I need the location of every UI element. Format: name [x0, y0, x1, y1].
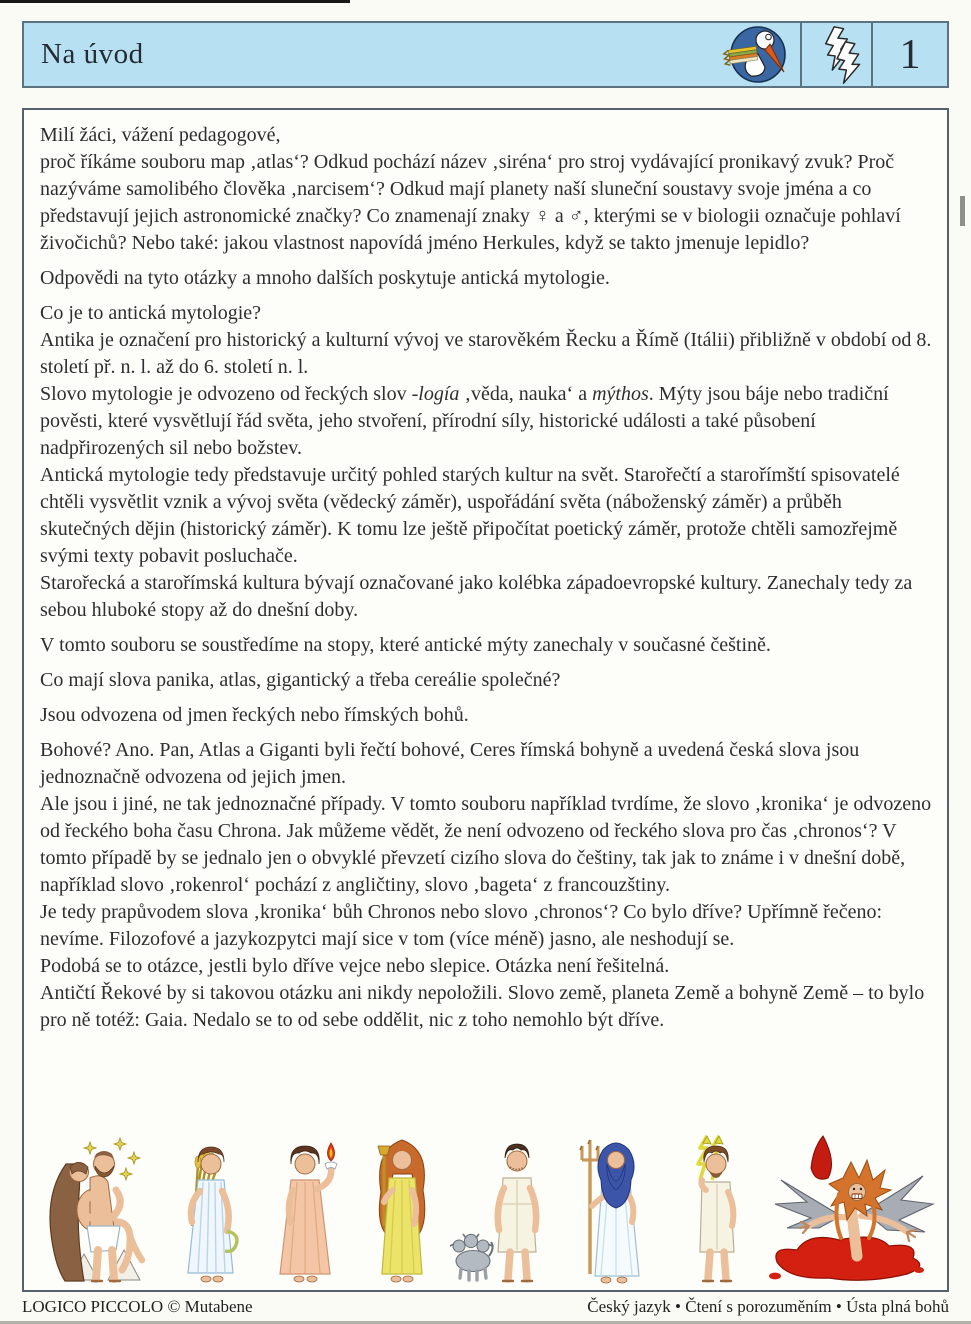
paragraph: V tomto souboru se soustředíme na stopy, které antické mýty zanechaly v současné češtině. [40, 634, 771, 656]
paragraph: Bohové? Ano. Pan, Atlas a Giganti byli řečtí bohové, Ceres římská bohyně a uvedená česká slova jsou jednoznačně odvozena od jejich jmen. Ale jsou i jiné, ne tak jednoznačné případy. V tomto souboru například tvrdíme, že slovo ‚kronika‘ je odvozeno od řeckého boha času Chrona. Jak můžeme vědět, že není odvozeno od řeckého slova pro čas ‚chronos‘? V tomto případě by se jednalo jen o obvyklé převzetí cizího slova do češtiny, tak jak to známe i v dnešní době, například slovo ‚rokenrol‘ pochází z angličtiny, slovo ‚bageta‘ z francouzštiny. Je tedy prapůvodem slova ‚kronika‘ bůh Chronos nebo slovo ‚chronos‘? Co bylo dříve? Upřímně řečeno: nevíme. Filozofové a jazykozpytci mají sice v tom (více méně) jasno, ale neshodují se. Podobá se to otázce, jestli bylo dříve vejce nebo slepice. Otázka není řešitelná. Antičtí Řekové by si takovou otázku ani nikdy nepoložili. Slovo země, planeta Země a bohyně Země – to bylo pro ně totéž: Gaia. Nedalo se to od sebe oddělit, nic z toho nemohlo být dříve. [40, 739, 932, 1031]
illustration-row [32, 1132, 939, 1286]
stork-logo-svg [721, 25, 795, 84]
content-box [22, 108, 949, 1292]
paragraph: Co mají slova panika, atlas, gigantický a třeba cereálie společné? [40, 669, 561, 691]
footer-publisher: LOGICO PICCOLO © Mutabene [22, 1297, 253, 1316]
fury-rising-from-blood-illustration [767, 1134, 939, 1286]
zeus-with-lightning-bolts-illustration [662, 1134, 762, 1286]
page-number: 1 [871, 23, 947, 86]
poseidon-with-trident-illustration [560, 1134, 658, 1286]
footer [22, 1297, 949, 1317]
stork-logo-icon [716, 23, 800, 86]
paragraph: Milí žáci, vážení pedagogové, proč říkáme souboru map ‚atlas‘? Odkud pochází název ‚siréna‘ pro stroj vydávající pronikavý zvuk? Proč nazýváme samolibého člověka ‚narcisem‘? Odkud mají planety naší sluneční soustavy svoje jména a co představují jejich astronomické značky? Co znamenají znaky ♀ a ♂, kterými se v biologii označuje pohlaví živočichů? Nebo také: jakou vlastnost napovídá jméno Herkules, když se takto jmenuje lepidlo? [40, 124, 901, 254]
page-title: Na úvod [41, 38, 144, 70]
hestia-with-flame-illustration [259, 1134, 351, 1286]
uranos-and-gaia-illustration [32, 1134, 160, 1286]
demeter-with-wheat-illustration [165, 1134, 255, 1286]
down-arrows-svg [806, 25, 868, 85]
footer-series: Český jazyk • Čtení s porozuměním • Ústa plná bohů [587, 1297, 949, 1316]
paragraph: Co je to antická mytologie? Antika je označení pro historický a kulturní vývoj ve starověkém Řecku a Římě (Itálii) přibližně v období od 8. století př. n. l. až do 6. století n. l. Slovo mytologie je odvozeno od řeckých slov -logía ‚věda, nauka‘ a mýthos. Mýty jsou báje nebo tradiční pověsti, které vysvětlují řád světa, jeho stvoření, přírodní síly, historické události a také působení nadpřirozených sil nebo božstev. Antická mytologie tedy představuje určitý pohled starých kultur na svět. Starořečtí a starořímští spisovatelé chtěli vysvětlit vznik a vývoj světa (vědecký záměr), uspořádání světa (náboženský záměr) a průběh skutečných dějin (historický záměr). K tomu lze ještě připočítat poetický záměr, protože chtěli samozřejmě svými texty pobavit posluchače. Starořecká a starořímská kultura bývají označované jako kolébka západoevropské kultury. Zanechaly tedy za sebou hluboké stopy až do dnešní doby. [40, 302, 932, 621]
paragraph: Jsou odvozena od jmen řeckých nebo římských bohů. [40, 704, 469, 726]
double-down-arrows-icon [800, 23, 871, 86]
paragraph: Odpovědi na tyto otázky a mnoho dalších poskytuje antická mytologie. [40, 267, 610, 289]
header-bar [22, 21, 949, 88]
hades-with-cerberus-illustration [447, 1134, 555, 1286]
body-text [40, 122, 933, 1042]
scan-artifact-right [960, 196, 965, 226]
hera-with-golden-scepter-illustration [356, 1134, 442, 1286]
scan-artifact-top [0, 0, 350, 3]
